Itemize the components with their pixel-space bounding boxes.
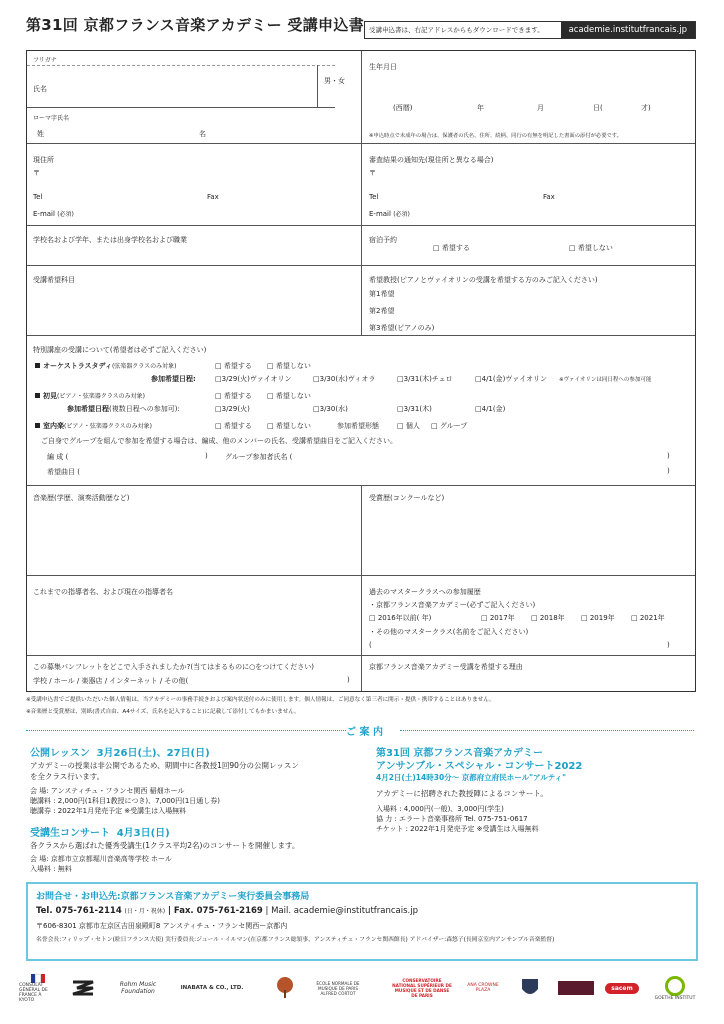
teacher-wish-label: 希望教授(ピアノとヴァイオリンの受講を希望する方のみご記入ください) [369,276,598,284]
sight-date-2[interactable]: □3/30(水) [313,405,348,413]
contact-tel-note: (日・月・祝休) [124,908,166,915]
birth-year: 年 [477,104,484,112]
birthdate-label: 生年月日 [369,63,397,71]
special-title: 特別講座の受講について(希望者は必ずご記入ください) [33,346,207,354]
chamber-solo-checkbox[interactable]: □ 個人 [397,422,420,430]
pamphlet-options[interactable]: 学校 / ホール / 楽器店 / インターネット / その他( [33,677,189,685]
contact-address: 〒606-8301 京都市左京区吉田泉殿町8 アンスティチュ・フランセ関西ー京都内 [36,922,288,930]
chamber-wish-checkbox[interactable]: □ 希望する [215,422,252,430]
logo-conservatoire: CONSERVATOIRE NATIONAL SUPÉRIEUR DE MUSIQUE ET DE DANSE DE PARIS [392,978,452,998]
logo-consulat: CONSULAT GÉNÉRAL DE FRANCE À KYOTO [18,968,58,1008]
lesson-venue: 会 場: アンスティチュ・フランセ関西 稲畑ホール [30,787,185,795]
past-other-open: ( [369,641,372,649]
past-2017-checkbox[interactable]: □ 2017年 [481,614,515,622]
choice2-label: 第2希望 [369,307,395,315]
orch-date-note: ※ヴァイオリンは同日程への参加可能 [559,377,652,383]
past-master-label: 過去のマスタークラスへの参加履歴 [369,588,481,596]
sight-nowish-checkbox[interactable]: □ 希望しない [267,392,311,400]
given-name-label: 名 [199,130,206,138]
logo-ecole: ÉCOLE NORMALE DE MUSIQUE DE PARIS ALFRED CORTOT [316,980,360,996]
download-note: 受講申込書は、右記アドレスからもダウンロードできます。 [369,26,544,34]
notify-fax-label: Fax [543,193,555,201]
guide-title: ご 案 内 [346,727,383,738]
sight-wish-checkbox[interactable]: □ 希望する [215,392,252,400]
orch-nowish-checkbox[interactable]: □ 希望しない [267,362,311,370]
past-2018-checkbox[interactable]: □ 2018年 [531,614,565,622]
orch-wish-checkbox[interactable]: □ 希望する [215,362,252,370]
choice1-label: 第1希望 [369,290,395,298]
lesson-desc-1: アカデミーの授業は非公開であるため、期間中に各教授1回90分の公開レッスン [30,761,299,770]
pamphlet-close: ) [347,676,350,684]
sight-row: 初見(ピアノ・弦楽器クラスのみ対象) [35,391,145,401]
contact-mail[interactable]: | Mail. academie@institutfrancais.jp [265,906,418,916]
birth-era: (西暦) [393,104,413,112]
sight-dates-label: 参加希望日程(複数日程への参加可): [67,405,180,413]
concert-fee: 入場料 : 無料 [30,865,72,873]
chamber-nowish-checkbox[interactable]: □ 希望しない [267,422,311,430]
concert-heading: 受講生コンサート 4月3日(日) [30,828,170,839]
sight-date-3[interactable]: □3/31(木) [397,405,432,413]
ensemble-ticket: チケット : 2022年1月発売予定 ※受講生は入場無料 [376,825,539,833]
school-label: 学校名および学年、または出身学校名および職業 [33,236,187,244]
past-2019-checkbox[interactable]: □ 2019年 [581,614,615,622]
lodging-nowish-checkbox[interactable]: □ 希望しない [569,244,613,252]
logo-sacem: sacem [600,968,644,1008]
ensemble-date: 4月2日(土)14時30分〜 京都府立府民ホール"アルティ" [376,773,567,782]
reason-label: 京都フランス音楽アカデミー受講を希望する理由 [369,663,523,671]
sight-date-4[interactable]: □4/1(金) [475,405,506,413]
contact-line [36,906,418,916]
chamber-form-label: 参加希望形態 [337,422,379,430]
past-2021-checkbox[interactable]: □ 2021年 [631,614,665,622]
ensemble-coop: 協 力 : エラート音楽事務所 Tel. 075-751-0617 [376,815,528,823]
members-label: グループ参加者氏名 ( [225,453,293,461]
postal-mark: 〒 [33,169,40,177]
notify-address-label: 審査結果の通知先(現住所と異なる場合) [369,156,494,164]
attachment-note: ※音楽歴と受賞歴は、別紙(書式自由、A4サイズ、氏名を記入すること)に記載して添付してもかまいません。 [26,709,300,715]
lesson-heading: 公開レッスン 3月26日(土)、27日(日) [30,748,210,759]
pieces-label: 希望曲目 ( [47,468,80,476]
contact-title: お問合せ・お申込先:京都フランス音楽アカデミー実行委員会事務局 [36,892,310,902]
orch-date-1[interactable]: □3/29(火)ヴァイオリン [215,375,292,383]
concert-venue: 会 場: 京都市立京都堀川音楽高等学校 ホール [30,855,172,863]
logo-inabata: INABATA & CO., LTD. [180,985,244,991]
tel-label: Tel [33,193,43,201]
email-label: E-mail (必須) [33,210,74,218]
past-other-close: ) [667,641,670,649]
ensemble-title-1: 第31回 京都フランス音楽アカデミー [376,748,543,759]
privacy-note: ※受講申込書でご提供いただいた個人情報は、当アカデミーの事務手続きおよび案内状送付のみに使用します。個人情報は、ご同意なく第三者に開示・提供・携帯することはありません。 [26,697,495,703]
teachers-label: これまでの指導者名、および現在の指導者名 [33,588,173,596]
notify-postal-mark: 〒 [369,169,376,177]
logo-tree-icon [270,968,300,1008]
gender-select[interactable]: 男・女 [324,77,345,85]
logo-institut [70,968,96,1008]
chamber-group-checkbox[interactable]: □ グループ [431,422,468,430]
contact-box [26,882,698,961]
course-label: 受講希望科目 [33,276,75,284]
logo-goethe: GOETHE INSTITUT [650,968,700,1008]
orch-dates-label: 参加希望日程: [151,375,196,383]
formation-label: 編 成 ( [47,453,69,461]
furigana-label: フリガナ [33,57,57,64]
name-label: 氏名 [33,85,47,93]
pamphlet-question: この募集パンフレットをどこで入手されましたか?(当てはまるものに○をつけてください) [33,663,314,671]
notify-email-label: E-mail (必須) [369,210,410,218]
orch-row: オーケストラスタディ(弦楽器クラスのみ対象) [35,361,176,371]
logo-ana: ANA CROWNE PLAZA [467,983,499,993]
ensemble-fee: 入場料 : 4,000円(一般)、3,000円(学生) [376,805,504,813]
contact-honorary: 名誉会長:フィリップ・セトン(駐日フランス大使) 実行委員長:ジュール・イルマン(在京都フランス総領事、アンスティチュ・フランセ関西館長) アドバイザー:森悠子(長岡京室内アンサンブル音楽監督) [36,937,555,943]
formation-close: ) [205,452,208,460]
birth-month: 月 [537,104,544,112]
orch-date-3[interactable]: □3/31(木)チェロ [397,375,453,383]
past-before-checkbox[interactable]: □ 2016年以前( 年) [369,614,432,622]
past-kyoto-label: ・京都フランス音楽アカデミー(必ずご記入ください) [369,601,536,609]
awards-label: 受賞歴(コンクールなど) [369,494,445,502]
lodging-wish-checkbox[interactable]: □ 希望する [433,244,470,252]
logo-crest-icon [516,968,544,1008]
download-box [364,21,696,39]
lesson-desc-2: を全クラス行います。 [30,772,105,781]
orch-date-4[interactable]: □4/1(金)ヴァイオリン [475,375,548,383]
members-close: ) [667,452,670,460]
lesson-ticket: 聴講券 : 2022年1月発売予定 ※受講生は入場無料 [30,807,187,815]
group-note: ご自身でグループを組んで参加を希望する場合は、編成、他のメンバーの氏名、受講希望曲目をご記入ください。 [41,437,397,445]
lodging-label: 宿泊予約 [369,236,397,244]
choice3-label: 第3希望(ピアノのみ) [369,324,435,332]
surname-label: 姓 [37,130,44,138]
concert-desc: 各クラスから選ばれた優秀受講生(1クラス平均2名)のコンサートを開催します。 [30,841,300,850]
roman-name-label: ローマ字氏名 [33,115,70,122]
contact-tel[interactable]: Tel. 075-761-2114 [36,906,122,916]
address-label: 現住所 [33,156,54,164]
past-other-label: ・その他のマスタークラス(名前をご記入ください) [369,628,529,636]
download-url[interactable]: academie.institutfrancais.jp [561,22,695,38]
birth-day: 日( [593,104,603,112]
sight-date-1[interactable]: □3/29(火) [215,405,250,413]
orch-date-2[interactable]: □3/30(水)ヴィオラ [313,375,376,383]
page-title: 第31回 京都フランス音楽アカデミー 受講申込書 [26,16,364,34]
pieces-close: ) [667,467,670,475]
minor-note: ※申込時点で未成年の場合は、保護者の氏名、住所、続柄、同行の有無を明記した書面の添付が必要です。 [369,133,622,139]
notify-tel-label: Tel [369,193,379,201]
fax-label: Fax [207,193,219,201]
ensemble-desc: アカデミーに招聘された教授陣によるコンサート。 [376,789,548,798]
application-form [26,50,696,692]
ensemble-title-2: アンサンブル・スペシャル・コンサート2022 [376,761,583,772]
lesson-fee: 聴講料 : 2,000円(1科目1教授につき)、7,000円(1日通し券) [30,797,221,805]
contact-fax: | Fax. 075-761-2169 [167,906,263,916]
chamber-row: 室内楽(ピアノ・弦楽器クラスのみ対象) [35,421,152,431]
music-history-label: 音楽歴(学歴、演奏活動歴など) [33,494,130,502]
birth-age: 才) [641,104,651,112]
logo-rohm: Rohm Music Foundation [119,981,157,995]
logo-dark-badge [556,968,596,1008]
